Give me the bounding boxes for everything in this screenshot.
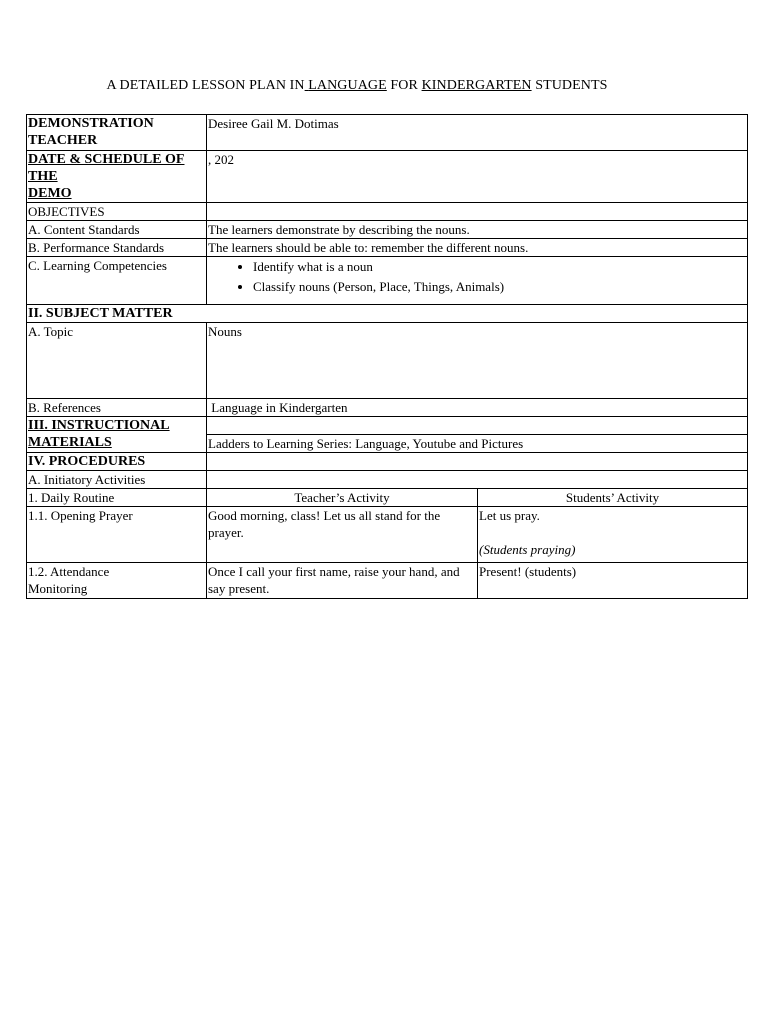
topic-label: A. Topic [27,323,207,399]
title-prefix: A DETAILED LESSON PLAN IN [106,78,305,93]
demonstration-teacher-value: Desiree Gail M. Dotimas [207,115,748,151]
lesson-plan-table [26,114,748,599]
row-attendance [27,563,748,599]
attendance-label: 1.2. Attendance Monitoring [27,563,207,599]
students-activity-header: Students’ Activity [478,489,748,507]
performance-standards-value: The learners should be able to: remember the different nouns. [207,239,748,257]
document-title [0,78,714,94]
row-references [27,399,748,417]
procedures-blank [207,453,748,471]
competency-item: • Classify nouns (Person, Place, Things, Animals) [253,277,746,297]
row-subject-matter [27,305,748,323]
daily-routine-label: 1. Daily Routine [27,489,207,507]
instructional-materials-label: III. INSTRUCTIONAL MATERIALS [27,417,207,453]
row-date-schedule [27,151,748,203]
competency-item: • Identify what is a noun [253,257,746,277]
row-objectives [27,203,748,221]
demonstration-teacher-label: DEMONSTRATION TEACHER [27,115,207,151]
references-value: Language in Kindergarten [207,399,748,417]
title-subject: LANGUAGE [308,78,387,93]
title-grade: KINDERGARTEN [421,78,532,93]
row-topic [27,323,748,399]
teacher-activity-header: Teacher’s Activity [207,489,478,507]
row-demonstration-teacher [27,115,748,151]
attendance-teacher: Once I call your first name, raise your hand, and say present. [207,563,478,599]
references-label: B. References [27,399,207,417]
initiatory-activities-label: A. Initiatory Activities [27,471,207,489]
procedures-heading: IV. PROCEDURES [27,453,207,471]
date-schedule-label: DATE & SCHEDULE OF THE DEMO [27,151,207,203]
opening-prayer-teacher: Good morning, class! Let us all stand for the prayer. [207,507,478,563]
performance-standards-label: B. Performance Standards [27,239,207,257]
objectives-value [207,203,748,221]
row-performance-standards [27,239,748,257]
title-mid: FOR [390,78,418,93]
row-opening-prayer [27,507,748,563]
learning-competencies-label: C. Learning Competencies [27,257,207,305]
row-content-standards [27,221,748,239]
row-procedures [27,453,748,471]
topic-value: Nouns [207,323,748,399]
title-suffix: STUDENTS [535,78,608,93]
instructional-materials-value: Ladders to Learning Series: Language, Youtube and Pictures [207,435,748,453]
attendance-students: Present! (students) [478,563,748,599]
row-daily-routine [27,489,748,507]
learning-competencies-value [207,257,748,305]
initiatory-activities-blank [207,471,748,489]
instructional-materials-blank [207,417,748,435]
subject-matter-heading: II. SUBJECT MATTER [27,305,748,323]
row-initiatory-activities [27,471,748,489]
content-standards-value: The learners demonstrate by describing the nouns. [207,221,748,239]
objectives-label: OBJECTIVES [27,203,207,221]
date-schedule-value: , 202 [207,151,748,203]
opening-prayer-label: 1.1. Opening Prayer [27,507,207,563]
content-standards-label: A. Content Standards [27,221,207,239]
row-learning-competencies [27,257,748,305]
row-instructional-materials-a [27,417,748,435]
competency-list [208,257,746,297]
opening-prayer-students: Let us pray. (Students praying) [478,507,748,563]
